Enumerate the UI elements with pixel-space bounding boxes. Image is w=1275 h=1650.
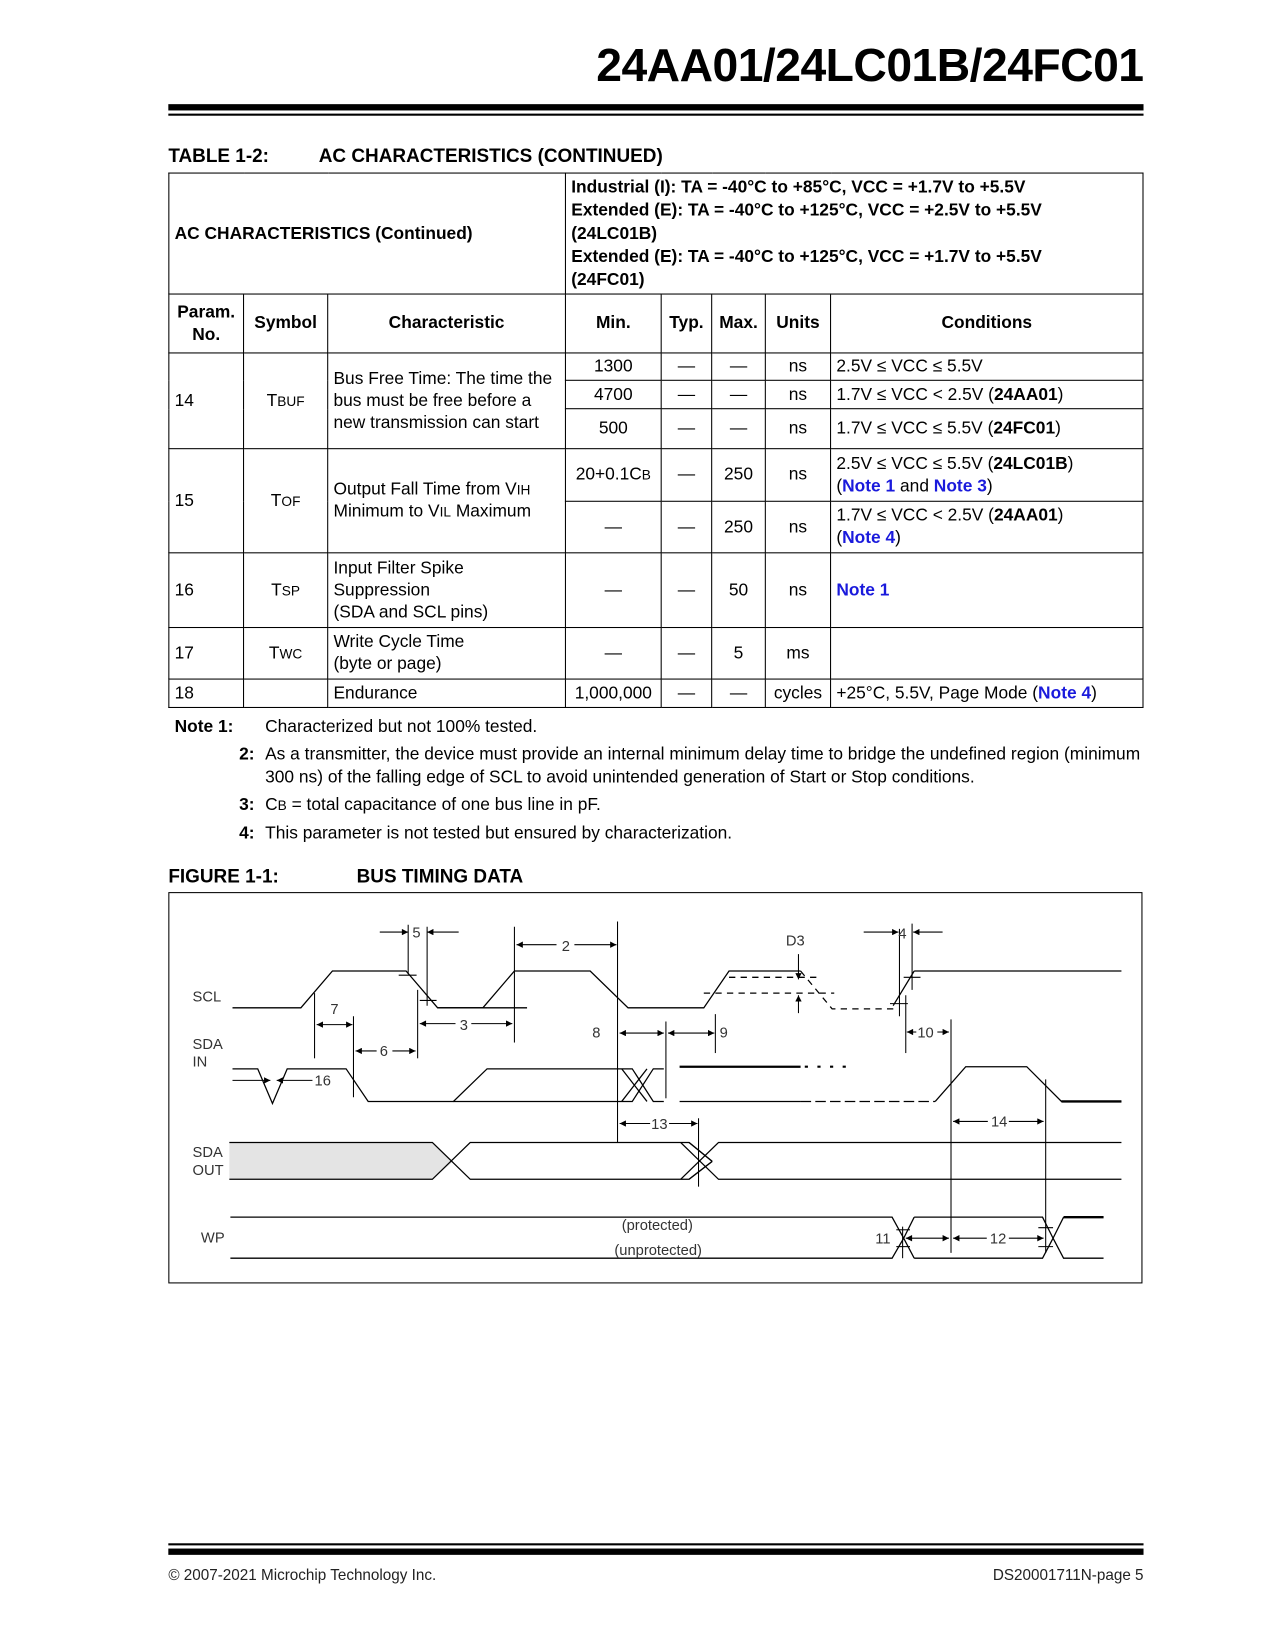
characteristic: Output Fall Time from VIH Minimum to VIL Maximum [328,449,566,553]
max: — [712,679,766,707]
max: 250 [712,501,766,553]
note-1-link[interactable]: Note 1 [836,580,890,600]
typ: — [661,409,711,449]
col-characteristic: Characteristic [328,294,566,353]
conditions: 1.7V ≤ VCC ≤ 5.5V (24FC01) [831,409,1143,449]
max: 5 [712,628,766,680]
col-max: Max. [712,294,766,353]
conditions [831,553,1143,628]
footer-doc-page: DS20001711N-page 5 [992,1567,1144,1585]
min: — [565,501,661,553]
table-header-row: Param. No. Symbol Characteristic Min. Typ. Max. Units Conditions [169,294,1143,353]
typ: — [661,501,711,553]
range-extended-24fc01-part: (24FC01) [571,270,645,290]
param-no: 17 [169,628,244,680]
conditions: 1.7V ≤ VCC < 2.5V (24AA01) [831,380,1143,408]
max: — [712,353,766,380]
col-conditions: Conditions [831,294,1143,353]
timing-label-4: 4 [898,926,907,943]
symbol: TBUF [244,353,328,449]
characteristic: Input Filter Spike Suppression (SDA and SCL pins) [328,553,566,628]
operating-ranges [565,173,1143,294]
min: 1300 [565,353,661,380]
table-row [169,679,1143,707]
param-no: 16 [169,553,244,628]
table-row [169,353,1143,380]
characteristic: Write Cycle Time (byte or page) [328,628,566,680]
signal-label-sda-out: SDA [192,1145,223,1162]
range-extended-24fc01: Extended (E): TA = -40°C to +125°C, VCC = +1.7V to +5.5V [571,247,1042,267]
figure-caption-number: FIGURE 1-1: [168,865,279,887]
timing-label-3: 3 [459,1017,468,1034]
timing-label-2: 2 [561,939,570,956]
signal-label-wp: WP [200,1230,225,1247]
header-rule-thin [168,114,1143,116]
footer-rule-thin [168,1543,1143,1545]
conditions: 2.5V ≤ VCC ≤ 5.5V [831,353,1143,380]
timing-label-14: 14 [990,1114,1008,1131]
symbol [244,679,328,707]
note-3-link[interactable]: Note 3 [933,476,987,495]
typ: — [661,449,711,502]
min: 1,000,000 [565,679,661,707]
param-no: 18 [169,679,244,707]
units: ns [765,449,830,502]
note-1: Note 1: Characterized but not 100% tested. [174,717,538,737]
param-no: 15 [169,449,244,553]
symbol: TWC [244,628,328,680]
min: — [565,553,661,628]
min: 500 [565,409,661,449]
range-industrial: Industrial (I): TA = -40°C to +85°C, VCC = +1.7V to +5.5V [571,177,1026,197]
timing-label-12: 12 [989,1231,1007,1248]
timing-label-8: 8 [592,1025,601,1042]
characteristic: Bus Free Time: The time the bus must be free before a new transmission can start [328,353,566,449]
units: ns [765,353,830,380]
units: ns [765,501,830,553]
col-param: Param. [177,302,236,322]
units: ns [765,380,830,408]
ac-characteristics-table [168,173,1143,708]
units: cycles [765,679,830,707]
table-row [169,449,1143,502]
symbol: TSP [244,553,328,628]
timing-label-16: 16 [314,1073,331,1090]
timing-label-6: 6 [379,1044,388,1061]
timing-label-11: 11 [875,1231,891,1248]
symbol: TOF [244,449,328,553]
signal-label-sda-in: SDA [192,1036,223,1053]
table-caption-number: TABLE 1-2: [168,145,269,167]
note-3: 3: CB = total capacitance of one bus line in pF. [239,795,601,815]
page-title: 24AA01/24LC01B/24FC01 [596,39,1144,92]
max: — [712,409,766,449]
units: ns [765,409,830,449]
table-caption-title: AC CHARACTERISTICS (CONTINUED) [318,145,663,167]
typ: — [661,628,711,680]
typ: — [661,553,711,628]
note-2: 2: As a transmitter, the device must provide an internal minimum delay time to bridge the undefined region (minimum 300 ns) of the falling edge of SCL to avoid unintended generation of Start or Stop conditions. [239,744,1141,787]
conditions: 1.7V ≤ VCC < 2.5V (24AA01) (Note 4) [831,501,1143,553]
units: ns [765,553,830,628]
footer-rule-thick [168,1549,1143,1555]
table-top-left-label: AC CHARACTERISTICS (Continued) [169,173,566,294]
col-symbol: Symbol [244,294,328,353]
figure-caption-title: BUS TIMING DATA [356,865,524,887]
wp-protected-label: (protected) [621,1217,693,1234]
table-notes [175,715,1143,849]
col-min: Min. [565,294,661,353]
col-units: Units [765,294,830,353]
wp-unprotected-label: (unprotected) [614,1243,702,1260]
units: ms [765,628,830,680]
footer-copyright: © 2007-2021 Microchip Technology Inc. [168,1567,437,1585]
conditions: +25°C, 5.5V, Page Mode (Note 4) [831,679,1143,707]
table-row [169,628,1143,680]
range-extended-24lc01b: Extended (E): TA = -40°C to +125°C, VCC = +2.5V to +5.5V [571,200,1042,220]
typ: — [661,380,711,408]
svg-text:IN: IN [192,1054,208,1071]
timing-label-d3: D3 [785,933,805,950]
timing-diagram-svg [169,893,1143,1284]
timing-label-9: 9 [719,1025,728,1042]
param-no: 14 [169,353,244,449]
svg-text:OUT: OUT [192,1163,224,1180]
min: — [565,628,661,680]
typ: — [661,353,711,380]
bus-timing-diagram [168,892,1142,1283]
min: 20+0.1CB [565,449,661,502]
timing-label-13: 13 [651,1116,668,1133]
conditions: 2.5V ≤ VCC ≤ 5.5V (24LC01B) (Note 1 and Note 3) [831,449,1143,502]
col-typ: Typ. [661,294,711,353]
note-4: 4: This parameter is not tested but ensured by characterization. [239,823,733,843]
max: 250 [712,449,766,502]
note-1-link[interactable]: Note 1 [842,476,896,495]
note-4-link[interactable]: Note 4 [1038,683,1092,703]
note-4-link[interactable]: Note 4 [842,528,896,548]
timing-label-5: 5 [412,925,421,942]
range-extended-24lc01b-part: (24LC01B) [571,224,658,244]
conditions [831,628,1143,680]
characteristic: Endurance [328,679,566,707]
timing-label-7: 7 [330,1002,339,1019]
max: 50 [712,553,766,628]
min: 4700 [565,380,661,408]
typ: — [661,679,711,707]
table-row [169,553,1143,628]
timing-label-10: 10 [917,1025,934,1042]
max: — [712,380,766,408]
header-rule-thick [168,104,1143,110]
signal-label-scl: SCL [192,989,222,1006]
